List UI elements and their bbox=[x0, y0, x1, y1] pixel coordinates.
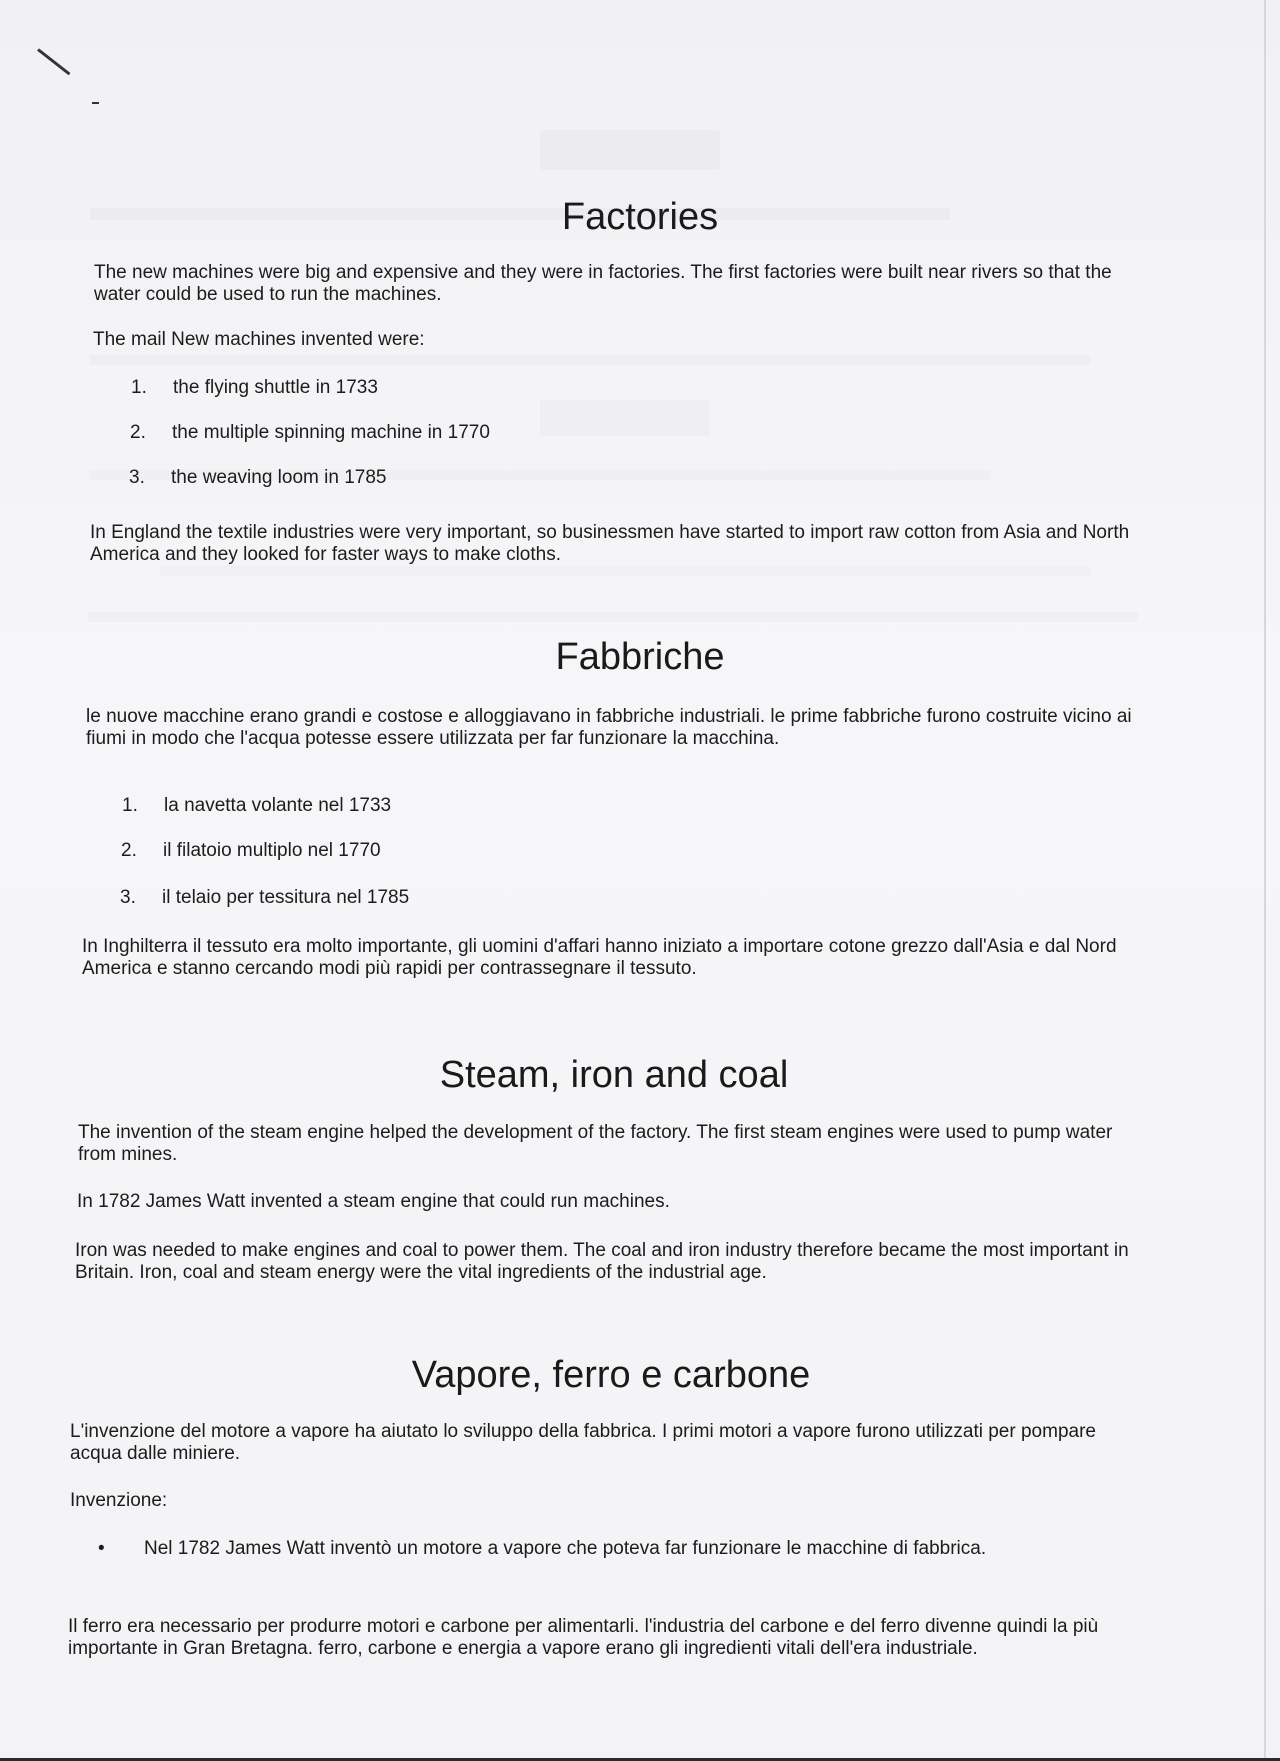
list-text: the flying shuttle in 1733 bbox=[173, 377, 378, 398]
bullet-text: Nel 1782 James Watt inventò un motore a vapore che poteva far funzionare le macchine di fabbrica. bbox=[144, 1538, 987, 1559]
steam-paragraph-2: In 1782 James Watt invented a steam engine that could run machines. bbox=[77, 1191, 670, 1212]
list-item bbox=[131, 377, 378, 399]
list-number: 1. bbox=[122, 795, 138, 816]
list-text: the multiple spinning machine in 1770 bbox=[172, 422, 490, 443]
bullet-marker: • bbox=[98, 1538, 105, 1559]
list-item bbox=[122, 795, 391, 817]
steam-paragraph-1: The invention of the steam engine helped the development of the factory. The first steam engines were used to pump water from mines. bbox=[78, 1122, 1113, 1165]
factories-list-intro: The mail New machines invented were: bbox=[93, 329, 425, 350]
fabbriche-paragraph-2: In Inghilterra il tessuto era molto importante, gli uomini d'affari hanno iniziato a importare cotone grezzo dall'Asia e dal Nord America e stanno cercando modi più rapidi per contrassegnare il tessuto. bbox=[82, 936, 1117, 979]
list-text: the weaving loom in 1785 bbox=[171, 467, 387, 488]
bleed-through-shadow bbox=[540, 130, 720, 170]
page-edge-right bbox=[1264, 0, 1266, 1761]
bleed-through-shadow bbox=[540, 400, 710, 436]
list-text: la navetta volante nel 1733 bbox=[164, 795, 392, 816]
steam-paragraph-3: Iron was needed to make engines and coal to power them. The coal and iron industry therefore became the most important in Britain. Iron, coal and steam energy were the vital ingredients of the industrial age. bbox=[75, 1240, 1129, 1283]
list-number: 3. bbox=[120, 887, 136, 908]
bleed-through-shadow bbox=[160, 566, 1090, 576]
list-item bbox=[121, 840, 381, 862]
bleed-through-shadow bbox=[88, 612, 1138, 622]
scan-mark-small bbox=[92, 102, 99, 104]
vapore-paragraph-1: L'invenzione del motore a vapore ha aiutato lo sviluppo della fabbrica. I primi motori a vapore furono utilizzati per pompare acqua dalle miniere. bbox=[70, 1421, 1096, 1464]
section-title-vapore: Vapore, ferro e carbone bbox=[411, 1354, 811, 1396]
bullet-item bbox=[98, 1538, 1098, 1560]
bleed-through-shadow bbox=[90, 355, 1090, 365]
scan-mark bbox=[37, 48, 70, 75]
factories-paragraph-2: In England the textile industries were very important, so businessmen have started to import raw cotton from Asia and North America and they looked for faster ways to make cloths. bbox=[90, 522, 1130, 565]
list-number: 2. bbox=[121, 840, 137, 861]
section-title-steam: Steam, iron and coal bbox=[439, 1054, 789, 1096]
factories-paragraph-1: The new machines were big and expensive and they were in factories. The first factories were built near rivers so that the water could be used to run the machines. bbox=[94, 262, 1112, 305]
section-title-factories: Factories bbox=[561, 196, 719, 238]
vapore-intro: Invenzione: bbox=[70, 1490, 168, 1511]
list-number: 2. bbox=[130, 422, 146, 443]
list-number: 3. bbox=[129, 467, 145, 488]
section-title-fabbriche: Fabbriche bbox=[555, 636, 725, 678]
vapore-paragraph-2: Il ferro era necessario per produrre motori e carbone per alimentarli. l'industria del carbone e del ferro divenne quindi la più importante in Gran Bretagna. ferro, carbone e energia a vapore erano gli ingredienti vitali dell'era industriale. bbox=[68, 1616, 1099, 1659]
fabbriche-paragraph-1: le nuove macchine erano grandi e costose e alloggiavano in fabbriche industriali. le prime fabbriche furono costruite vicino ai fiumi in modo che l'acqua potesse essere utilizzata per far funzionare la macchina. bbox=[86, 706, 1132, 749]
list-item bbox=[130, 422, 490, 444]
list-number: 1. bbox=[131, 377, 147, 398]
list-item bbox=[129, 467, 386, 489]
list-text: il telaio per tessitura nel 1785 bbox=[162, 887, 410, 908]
list-text: il filatoio multiplo nel 1770 bbox=[163, 840, 381, 861]
list-item bbox=[120, 887, 409, 909]
